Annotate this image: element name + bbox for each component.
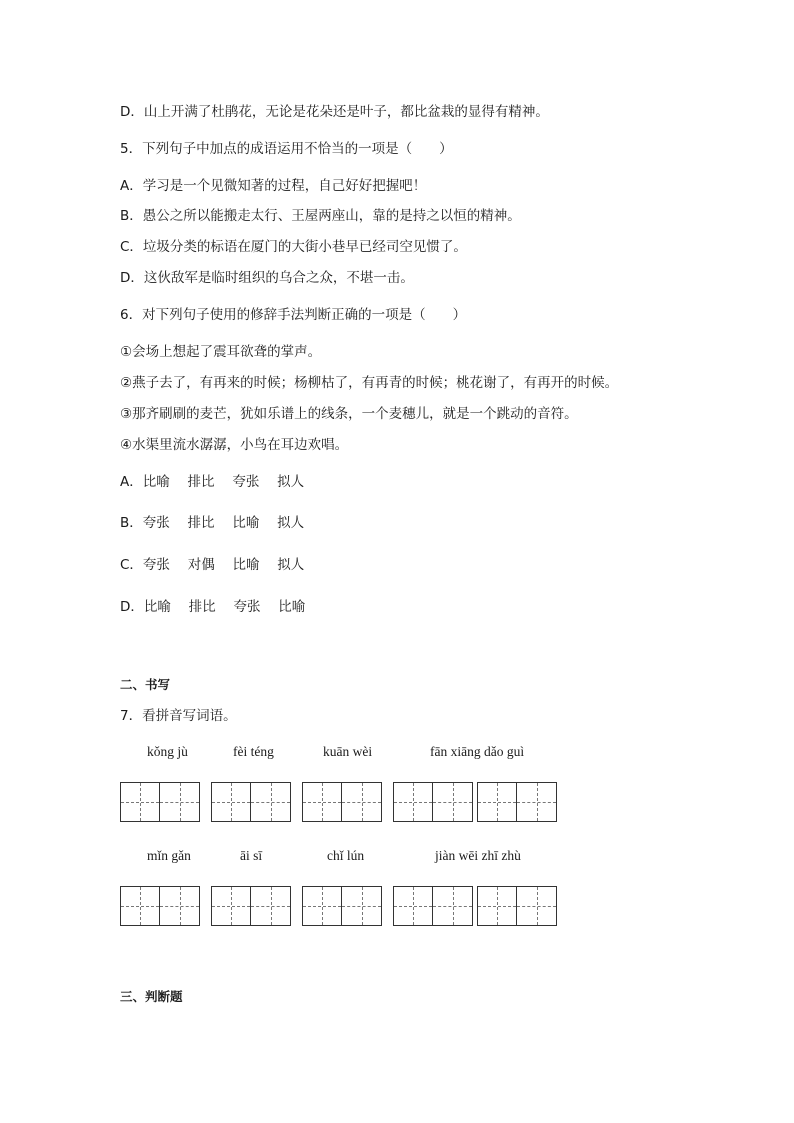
pinyin-2: fèi téng [233, 744, 274, 759]
writing-cell[interactable] [342, 782, 382, 822]
writing-box-8b[interactable] [477, 886, 557, 926]
writing-cell[interactable] [433, 782, 473, 822]
q6-option-a: A．比喻 排比 夸张 拟人 [120, 474, 305, 490]
writing-box-5[interactable] [120, 886, 200, 926]
writing-cell[interactable] [517, 886, 557, 926]
section-2-title: 二、书写 [120, 677, 171, 692]
writing-cell[interactable] [393, 782, 433, 822]
pinyin-4: fān xiāng dǎo guì [430, 744, 525, 759]
writing-cell[interactable] [251, 782, 291, 822]
writing-cell[interactable] [120, 782, 160, 822]
pinyin-5: mǐn gǎn [147, 848, 191, 863]
writing-cell[interactable] [342, 886, 382, 926]
q5-option-d: D．这伙敌军是临时组织的乌合之众，不堪一击。 [120, 270, 414, 286]
writing-box-2[interactable] [211, 782, 291, 822]
writing-cell[interactable] [211, 886, 251, 926]
writing-cell[interactable] [160, 886, 200, 926]
q5-stem: 5．下列句子中加点的成语运用不恰当的一项是（ ） [120, 141, 453, 157]
pinyin-1: kǒng jù [147, 744, 188, 759]
writing-box-3[interactable] [302, 782, 382, 822]
writing-cell[interactable] [302, 886, 342, 926]
writing-box-7[interactable] [302, 886, 382, 926]
q6-option-d: D．比喻 排比 夸张 比喻 [120, 599, 306, 615]
writing-cell[interactable] [160, 782, 200, 822]
q6-sentence-1: ①会场上想起了震耳欲聋的掌声。 [120, 344, 322, 360]
pinyin-7: chǐ lún [327, 848, 365, 863]
q5-option-a: A．学习是一个见微知著的过程，自己好好把握吧！ [120, 178, 427, 194]
q6-sentence-4: ④水渠里流水潺潺，小鸟在耳边欢唱。 [120, 437, 349, 453]
q6-sentence-3: ③那齐刷刷的麦芒，犹如乐谱上的线条，一个麦穗儿，就是一个跳动的音符。 [120, 406, 578, 422]
section-3-title: 三、判断题 [120, 989, 183, 1004]
q7-stem: 7．看拼音写词语。 [120, 708, 237, 724]
q6-option-c: C．夸张 对偶 比喻 拟人 [120, 557, 305, 573]
writing-box-1[interactable] [120, 782, 200, 822]
pinyin-3: kuān wèi [323, 744, 373, 759]
q5-option-b: B．愚公之所以能搬走太行、王屋两座山，靠的是持之以恒的精神。 [120, 208, 521, 224]
pinyin-6: āi sī [240, 848, 263, 863]
writing-cell[interactable] [251, 886, 291, 926]
writing-cell[interactable] [477, 886, 517, 926]
writing-cell[interactable] [477, 782, 517, 822]
writing-cell[interactable] [120, 886, 160, 926]
q6-stem: 6．对下列句子使用的修辞手法判断正确的一项是（ ） [120, 307, 467, 323]
writing-cell[interactable] [211, 782, 251, 822]
writing-box-4a[interactable] [393, 782, 473, 822]
writing-box-8a[interactable] [393, 886, 473, 926]
writing-cell[interactable] [433, 886, 473, 926]
q6-option-b: B．夸张 排比 比喻 拟人 [120, 515, 305, 531]
writing-cell[interactable] [302, 782, 342, 822]
q6-sentence-2: ②燕子去了，有再来的时候；杨柳枯了，有再青的时候；桃花谢了，有再开的时候。 [120, 375, 619, 391]
pinyin-8: jiàn wēi zhī zhù [435, 848, 521, 863]
q4-option-d: D．山上开满了杜鹃花，无论是花朵还是叶子，都比盆栽的显得有精神。 [120, 104, 549, 120]
writing-box-4b[interactable] [477, 782, 557, 822]
writing-cell[interactable] [393, 886, 433, 926]
writing-box-6[interactable] [211, 886, 291, 926]
q5-option-c: C．垃圾分类的标语在厦门的大街小巷早已经司空见惯了。 [120, 239, 467, 255]
writing-cell[interactable] [517, 782, 557, 822]
